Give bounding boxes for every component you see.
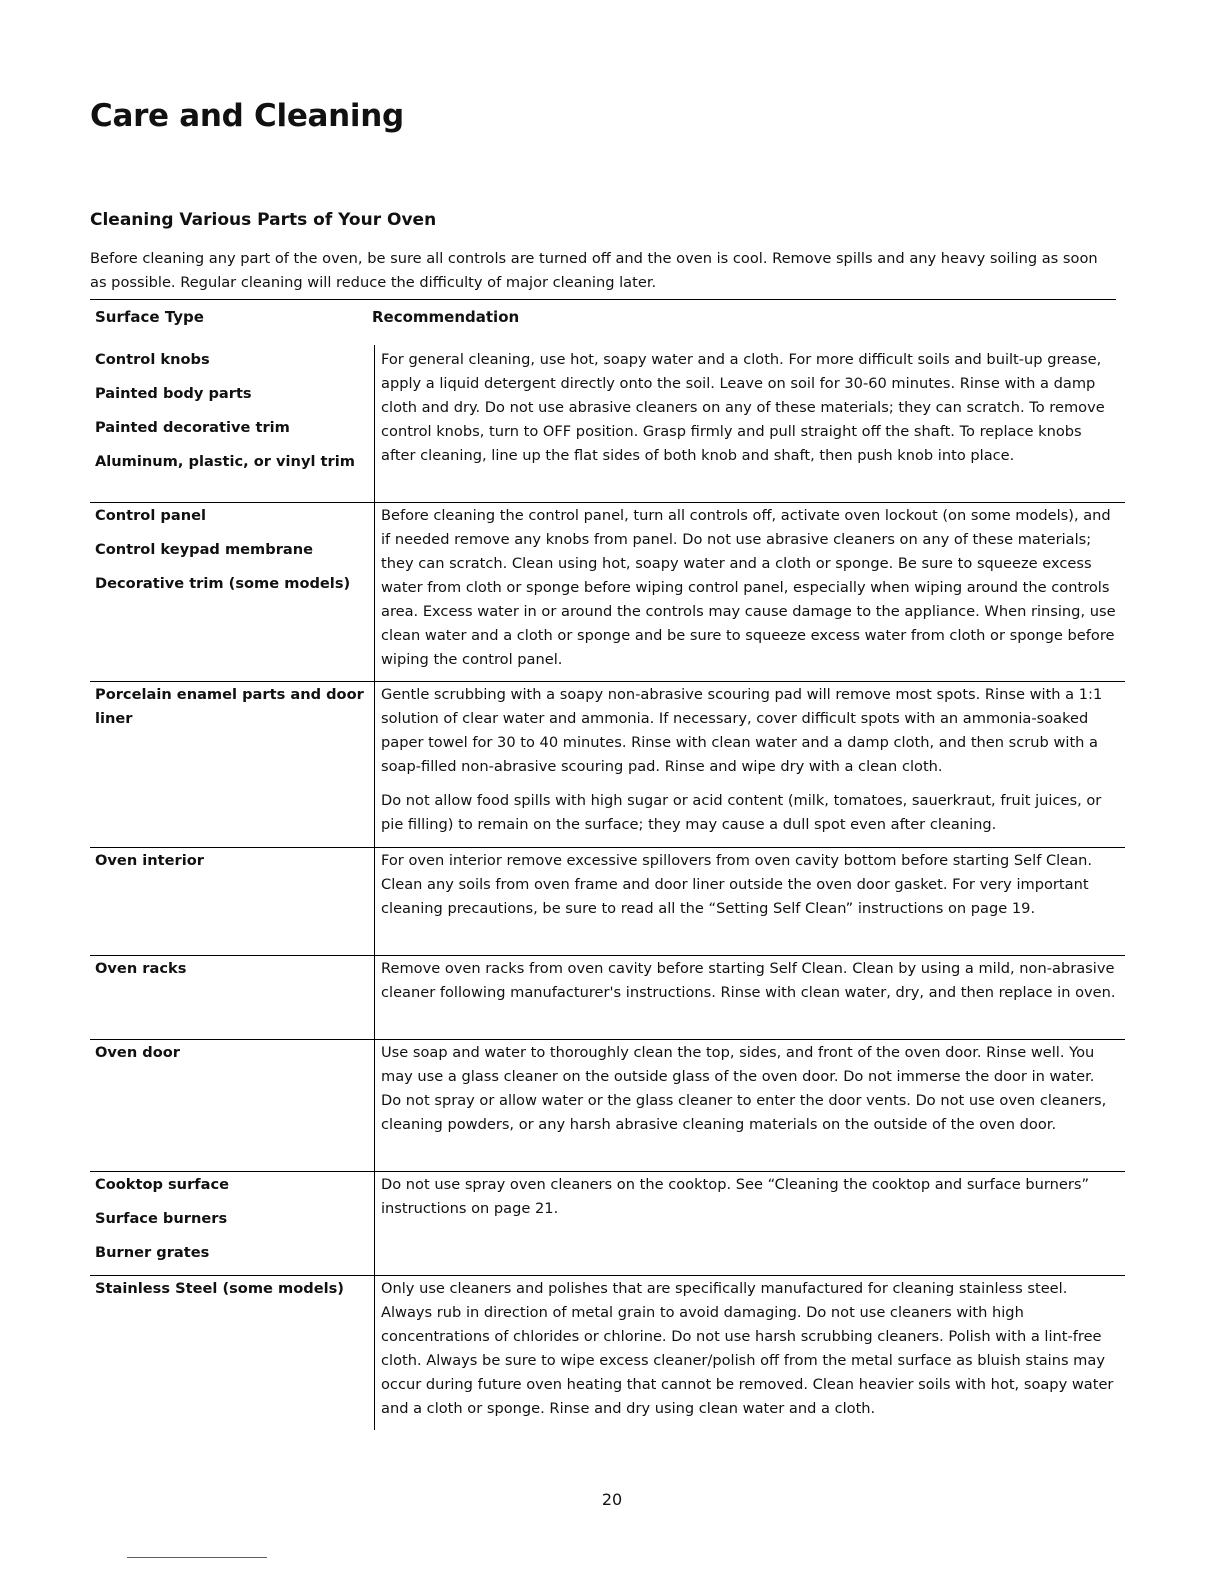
surface-type-label: Aluminum, plastic, or vinyl trim [95, 453, 355, 470]
surface-type-cell [95, 683, 365, 741]
recommendation-text: Do not allow food spills with high sugar or acid content (milk, tomatoes, sauerkraut, fruit juices, or pie filling) to remain on the surface; they may cause a dull spot even after cleaning. [381, 792, 1102, 833]
column-header-recommendation: Recommendation [372, 308, 520, 326]
recommendation-text: Do not use spray oven cleaners on the cooktop. See “Cleaning the cooktop and surface burners” instructions on page 21. [381, 1176, 1090, 1217]
column-divider [374, 502, 375, 681]
column-divider [374, 1171, 375, 1275]
section-title: Cleaning Various Parts of Your Oven [90, 210, 437, 230]
surface-type-label: Oven interior [95, 852, 204, 869]
footer-link-underline [127, 1557, 267, 1558]
surface-type-label: Porcelain enamel parts and door liner [95, 686, 364, 727]
column-divider [374, 955, 375, 1039]
column-divider [374, 847, 375, 955]
recommendation-text: For general cleaning, use hot, soapy water and a cloth. For more difficult soils and built-up grease, apply a liquid detergent directly onto the soil. Leave on soil for 30-60 minutes. Rinse with a damp cloth and dry. Do not use abrasive cleaners on any of these materials; they can scratch. To remove control knobs, turn to OFF position. Grasp firmly and pull straight off the shaft. To replace knobs after cleaning, line up the flat sides of both knob and shaft, then push knob into place. [381, 351, 1105, 464]
recommendation-text: Before cleaning the control panel, turn all controls off, activate oven lockout (on some models), and if needed remove any knobs from panel. Do not use abrasive cleaners on any of these materials; they can scratch. Clean using hot, soapy water and a cloth or sponge. Be sure to squeeze excess water from cloth or sponge before wiping control panel, especially when wiping around the controls area. Excess water in or around the controls may cause damage to the appliance. When rinsing, use clean water and a cloth or sponge and be sure to squeeze excess water from cloth or sponge before wiping the control panel. [381, 507, 1116, 668]
intro-paragraph: Before cleaning any part of the oven, be sure all controls are turned off and the oven is cool. Remove spills and any heavy soiling as soon as possible. Regular cleaning will reduce the difficulty of major cleaning later. [90, 250, 1098, 291]
recommendation-text: Remove oven racks from oven cavity before starting Self Clean. Clean by using a mild, non-abrasive cleaner following manufacturer's instructions. Rinse with clean water, dry, and then replace in oven. [381, 960, 1116, 1001]
recommendation-cell [381, 849, 1116, 931]
surface-type-label: Painted decorative trim [95, 419, 290, 436]
surface-type-cell [95, 849, 365, 883]
surface-type-cell [95, 1041, 365, 1075]
surface-type-cell [95, 1277, 365, 1311]
surface-type-cell [95, 348, 365, 484]
surface-type-cell [95, 504, 365, 606]
recommendation-text: For oven interior remove excessive spillovers from oven cavity bottom before starting Self Clean. Clean any soils from oven frame and door liner outside the oven door gasket. For very important cleaning precautions, be sure to read all the “Setting Self Clean” instructions on page 19. [381, 852, 1093, 917]
page-title: Care and Cleaning [90, 98, 404, 134]
row-divider [90, 847, 1125, 848]
row-divider [90, 502, 1125, 503]
recommendation-text: Only use cleaners and polishes that are specifically manufactured for cleaning stainless steel. Always rub in direction of metal grain to avoid damaging. Do not use cleaners with high concentrations of chlorides or chlorine. Do not use harsh scrubbing cleaners. Polish with a lint-free cloth. Always be sure to wipe excess cleaner/polish off from the metal surface as bluish stains may occur during future oven heating that cannot be removed. Clean heavier soils with hot, soapy water and a cloth or sponge. Rinse and dry using clean water and a cloth. [381, 1280, 1114, 1417]
surface-type-label: Burner grates [95, 1244, 210, 1261]
surface-type-label: Control knobs [95, 351, 210, 368]
surface-type-label: Control keypad membrane [95, 541, 314, 558]
recommendation-cell [381, 504, 1116, 682]
recommendation-text: Gentle scrubbing with a soapy non-abrasive scouring pad will remove most spots. Rinse with a 1:1 solution of clear water and ammonia. If necessary, cover difficult spots with an ammonia-soaked paper towel for 30 to 40 minutes. Rinse with clean water and a damp cloth, and then scrub with a soap-filled non-abrasive scouring pad. Rinse and wipe dry with a clean cloth. [381, 686, 1103, 775]
recommendation-text: Use soap and water to thoroughly clean the top, sides, and front of the oven door. Rinse well. You may use a glass cleaner on the outside glass of the oven door. Do not immerse the door in water. Do not spray or allow water or the glass cleaner to enter the door vents. Do not use oven cleaners, cleaning powders, or any harsh abrasive cleaning materials on the outside of the oven door. [381, 1044, 1107, 1133]
surface-type-cell [95, 957, 365, 991]
surface-type-label: Oven racks [95, 960, 187, 977]
row-divider [90, 955, 1125, 956]
recommendation-cell [381, 348, 1116, 478]
column-divider [374, 1039, 375, 1171]
column-divider [374, 345, 375, 502]
recommendation-cell [381, 957, 1116, 1015]
surface-type-label: Control panel [95, 507, 206, 524]
column-header-surface: Surface Type [95, 308, 204, 326]
surface-type-label: Cooktop surface [95, 1176, 230, 1193]
recommendation-cell [381, 683, 1116, 847]
surface-type-label: Decorative trim (some models) [95, 575, 351, 592]
row-divider [90, 1039, 1125, 1040]
page-number: 20 [601, 1490, 623, 1509]
surface-type-label: Painted body parts [95, 385, 252, 402]
row-divider [90, 681, 1125, 682]
table-top-rule [90, 299, 1116, 300]
row-divider [90, 1171, 1125, 1172]
surface-type-cell [95, 1173, 365, 1275]
surface-type-label: Surface burners [95, 1210, 228, 1227]
surface-type-label: Oven door [95, 1044, 180, 1061]
recommendation-cell [381, 1041, 1116, 1147]
column-divider [374, 681, 375, 847]
recommendation-cell [381, 1277, 1116, 1431]
column-divider [374, 1275, 375, 1430]
row-divider [90, 1275, 1125, 1276]
surface-type-label: Stainless Steel (some models) [95, 1280, 344, 1297]
recommendation-cell [381, 1173, 1116, 1231]
